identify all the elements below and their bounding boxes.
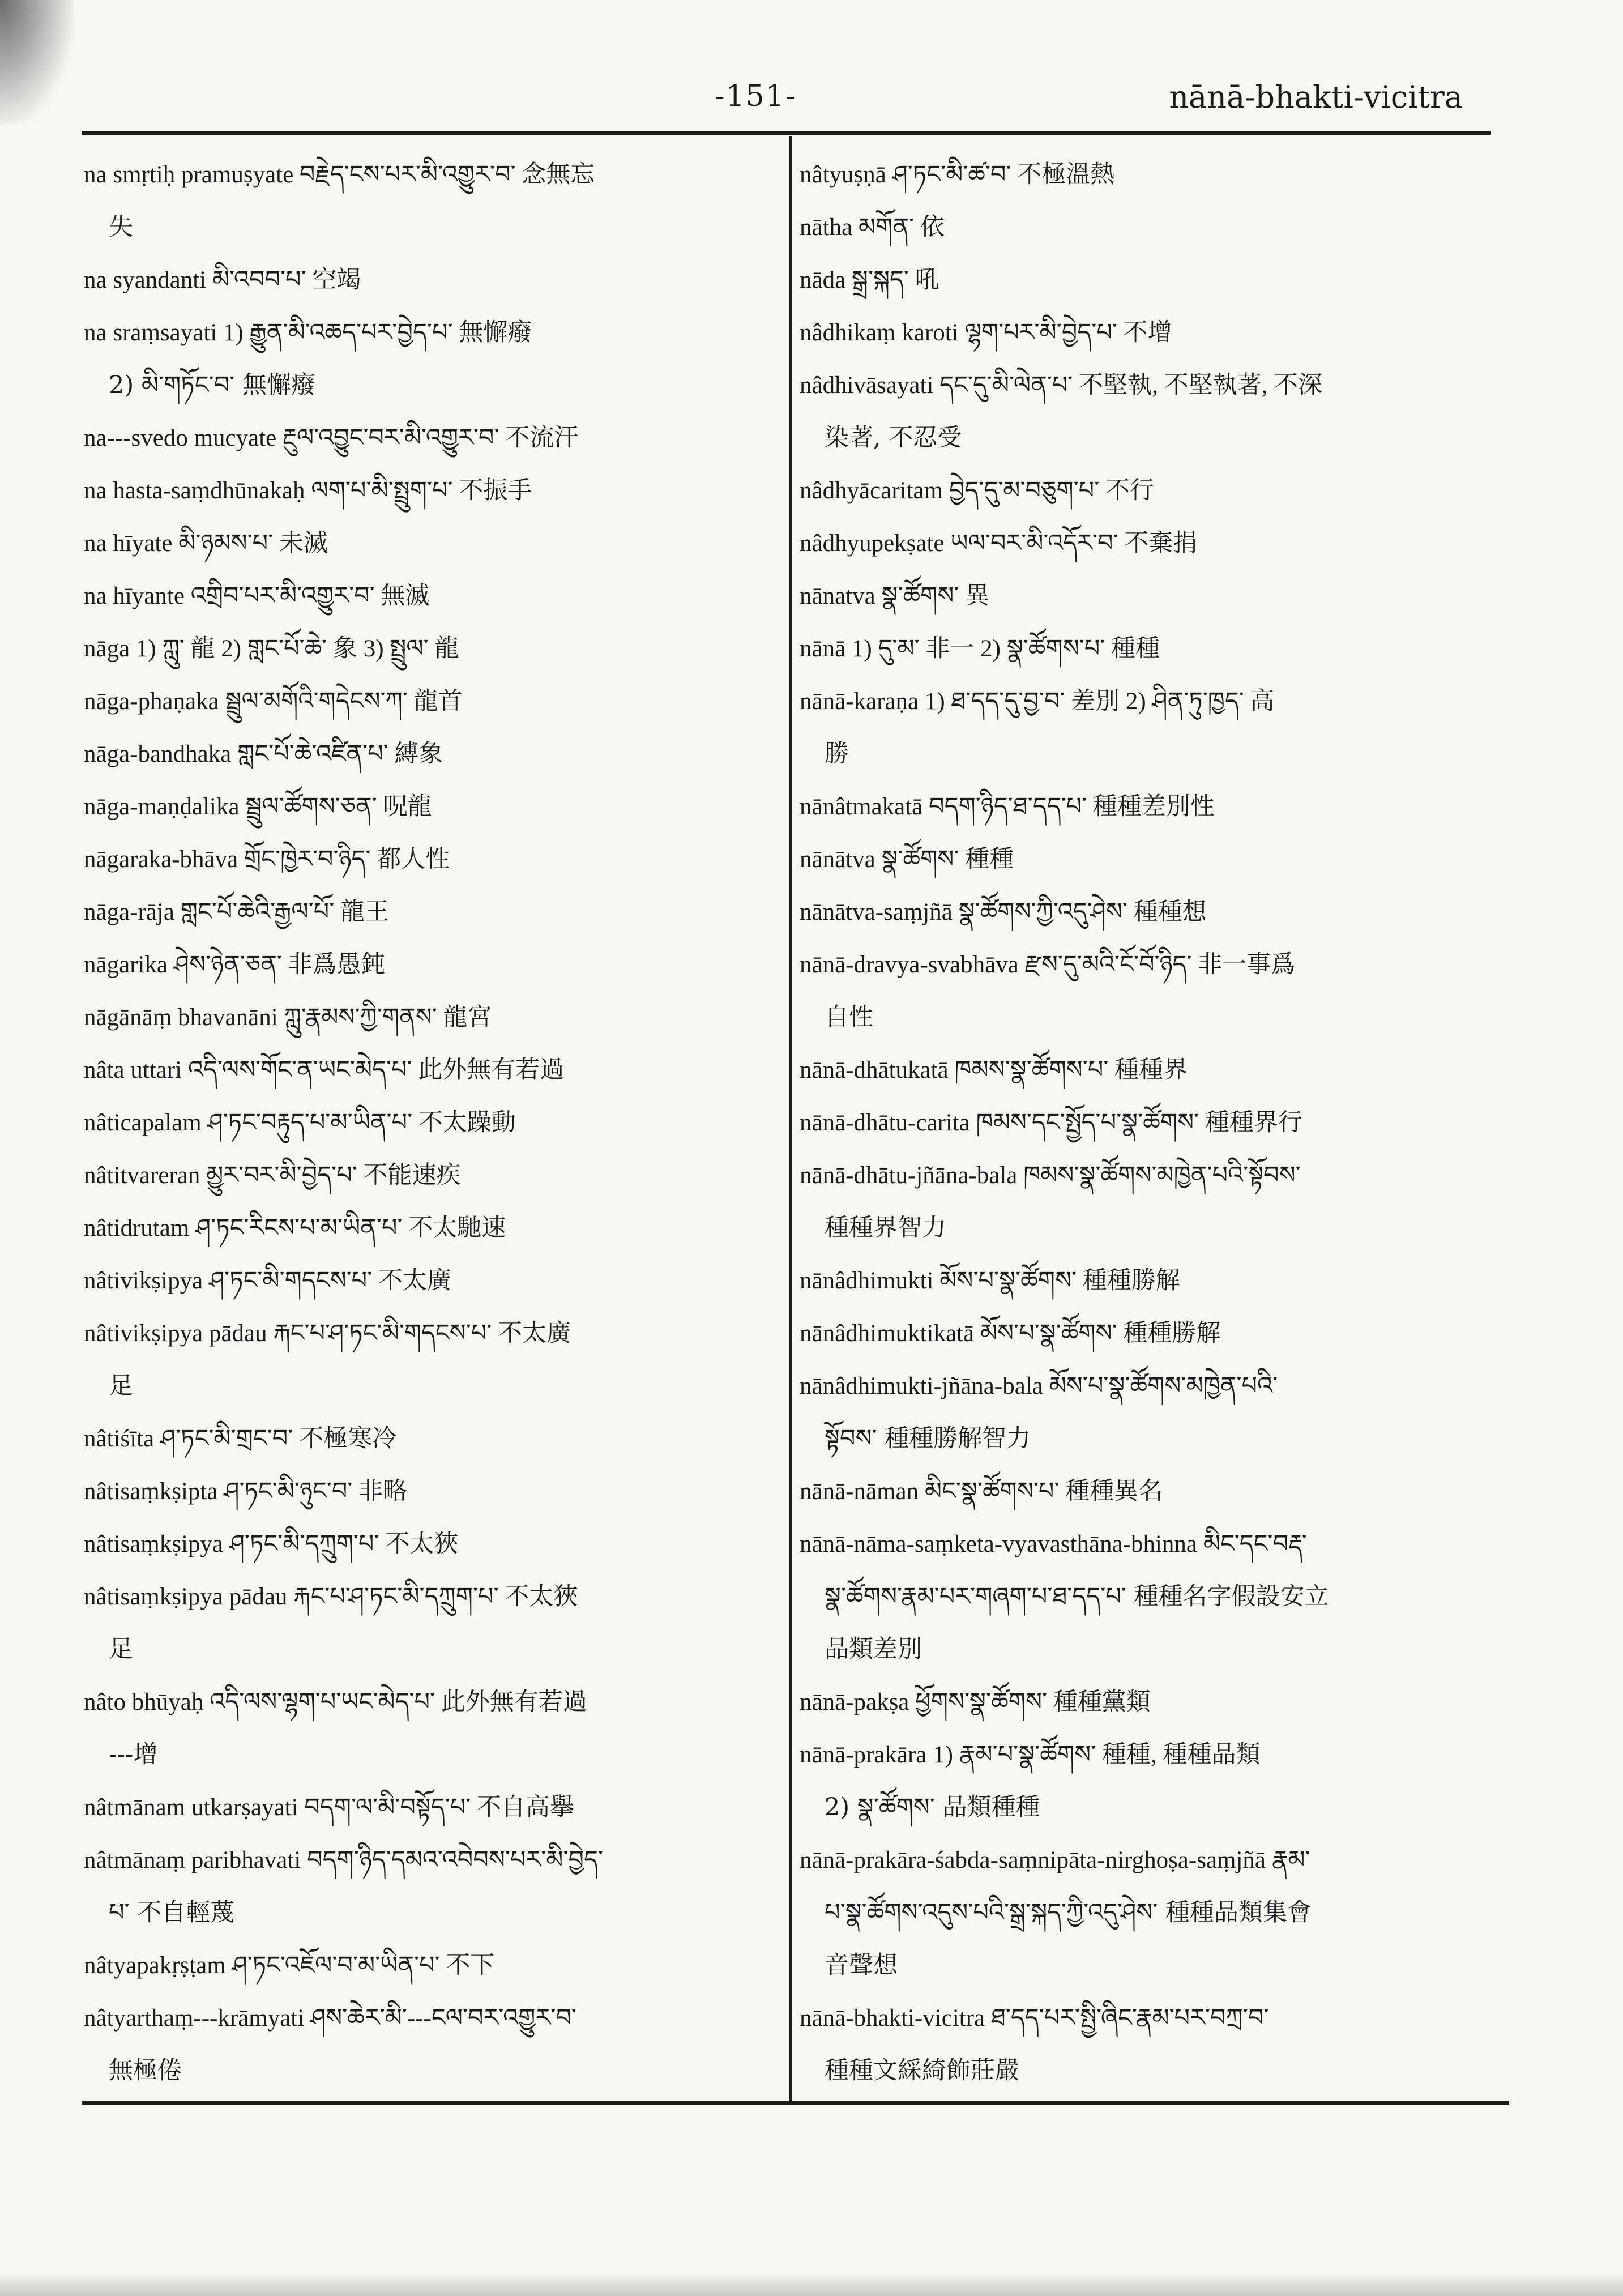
entry-text: nāga-bandhaka གླང་པོ་ཆེ་འཛིན་པ་ 縛象 bbox=[84, 741, 443, 767]
dictionary-entry bbox=[84, 1834, 769, 1939]
dictionary-entry bbox=[800, 780, 1473, 833]
dictionary-entry bbox=[84, 728, 769, 780]
entry-text: nānā-prakāra 1) རྣམ་པ་སྣ་ཚོགས་ 種種, 種種品類 bbox=[800, 1742, 1261, 1768]
dictionary-entry bbox=[800, 359, 1473, 464]
dictionary-entry bbox=[800, 675, 1473, 780]
entry-text: nānā-karaṇa 1) ཐ་དད་དུ་བྱ་བ་ 差別 2) ཤིན་ཏུ་ཁྱད་ 高 bbox=[800, 688, 1275, 715]
entry-text: nâtidrutam ཤ་ཏང་རིངས་པ་མ་ཡིན་པ་ 不太馳速 bbox=[84, 1215, 506, 1241]
entry-text: nâtyuṣṇā ཤ་ཏང་མི་ཚ་བ་ 不極溫熱 bbox=[800, 161, 1115, 188]
entry-text: nāga-phaṇaka སྦྲུལ་མགོའི་གདེངས་ཀ་ 龍首 bbox=[84, 688, 463, 715]
entry-text: nâdhyupekṣate ཡལ་བར་མི་འདོར་བ་ 不棄捐 bbox=[800, 530, 1198, 557]
scan-edge bbox=[0, 2273, 1623, 2296]
dictionary-entry bbox=[84, 622, 769, 675]
entry-text: nâdhyācaritam བྱེད་དུ་མ་བཅུག་པ་ 不行 bbox=[800, 477, 1155, 504]
running-head: nānā-bhakti-vicitra bbox=[1169, 79, 1463, 115]
entry-continuation: 勝 bbox=[825, 740, 849, 768]
dictionary-entry bbox=[800, 1465, 1473, 1518]
entry-continuation: 足 bbox=[109, 1635, 133, 1663]
entry-text: na sraṃsayati 1) རྒྱུན་མི་འཆད་པར་བྱེད་པ་ 無懈癈 bbox=[84, 319, 532, 346]
entry-text: nâtyarthaṃ---krāmyati ཤས་ཆེར་མི་---ངལ་བར་འགྱུར་བ་ bbox=[84, 2005, 576, 2032]
dictionary-entry bbox=[84, 464, 769, 517]
dictionary-entry bbox=[800, 570, 1473, 622]
entry-text: nâtmānaṃ paribhavati བདག་ཉིད་དམའ་འབེབས་པར་མི་བྱེད་ bbox=[84, 1847, 603, 1873]
entry-text: nāga-maṇḍalika སྦྲུལ་ཚོགས་ཅན་ 呪龍 bbox=[84, 793, 432, 820]
bottom-rule bbox=[82, 2101, 1509, 2105]
dictionary-entry bbox=[84, 1518, 769, 1571]
dictionary-entry bbox=[84, 517, 769, 570]
entry-continuation: པ་སྣ་ཚོགས་འདུས་པའི་སྒྲ་སྐད་ཀྱི་འདུ་ཤེས་ 種種品類集會 bbox=[825, 1898, 1312, 1927]
entry-text: nānā-dravya-svabhāva རྫས་དུ་མའི་ངོ་བོ་ཉིད་ 非一事爲 bbox=[800, 951, 1296, 978]
dictionary-entry bbox=[800, 1623, 1473, 1676]
dictionary-entry bbox=[800, 1360, 1473, 1465]
dictionary-entry bbox=[84, 1149, 769, 1202]
entry-text: na hasta-saṃdhūnakaḥ ལག་པ་མི་སྤྲུག་པ་ 不振手 bbox=[84, 477, 532, 504]
entry-text: nāgaraka-bhāva གྲོང་ཁྱེར་བ་ཉིད་ 都人性 bbox=[84, 846, 450, 873]
right-column bbox=[800, 148, 1473, 2097]
entry-text: nānâdhimukti-jñāna-bala མོས་པ་སྣ་ཚོགས་མཁྱེན་པའི་ bbox=[800, 1373, 1278, 1399]
entry-text: nānatva སྣ་ཚོགས་ 異 bbox=[800, 583, 990, 609]
dictionary-entry bbox=[800, 1149, 1473, 1254]
dictionary-entry bbox=[84, 780, 769, 833]
dictionary-entry bbox=[84, 1571, 769, 1676]
entry-continuation: 無極倦 bbox=[109, 2056, 182, 2085]
entry-text: nānātva སྣ་ཚོགས་ 種種 bbox=[800, 846, 1014, 873]
entry-text: nānā-pakṣa ཕྱོགས་སྣ་ཚོགས་ 種種黨類 bbox=[800, 1689, 1151, 1715]
page-number: -151- bbox=[715, 79, 797, 113]
entry-text: nāgarika ཤེས་ཉེན་ཅན་ 非爲愚鈍 bbox=[84, 951, 386, 978]
dictionary-entry bbox=[800, 1044, 1473, 1096]
entry-continuation: ---增 bbox=[109, 1740, 158, 1769]
entry-text: nâtiśīta ཤ་ཏང་མི་གྲང་བ་ 不極寒冷 bbox=[84, 1426, 397, 1452]
entry-continuation: 2) སྣ་ཚོགས་ 品類種種 bbox=[825, 1793, 1040, 1821]
entry-continuation: 自性 bbox=[825, 1003, 873, 1031]
entry-text: nāda སྒྲ་སྐད་ 吼 bbox=[800, 267, 939, 293]
entry-text: nānâtmakatā བདག་ཉིད་ཐ་དད་པ་ 種種差別性 bbox=[800, 793, 1215, 820]
dictionary-entry bbox=[84, 306, 769, 412]
entry-text: nānā-dhātu-carita ཁམས་དང་སྤྱོད་པ་སྣ་ཚོགས་ 種種界行 bbox=[800, 1109, 1302, 1136]
top-rule bbox=[82, 131, 1491, 135]
dictionary-entry bbox=[800, 1834, 1473, 1939]
entry-continuation: 品類差別 bbox=[825, 1635, 922, 1663]
entry-text: nâticapalam ཤ་ཏང་བརྟུད་པ་མ་ཡིན་པ་ 不太躁動 bbox=[84, 1109, 516, 1136]
dictionary-entry bbox=[84, 833, 769, 886]
dictionary-entry bbox=[84, 1781, 769, 1834]
entry-text: nānā 1) དུ་མ་ 非一 2) སྣ་ཚོགས་པ་ 種種 bbox=[800, 635, 1160, 662]
entry-text: nâdhikaṃ karoti ལྷག་པར་མི་བྱེད་པ་ 不增 bbox=[800, 319, 1172, 346]
entry-text: nānâdhimukti མོས་པ་སྣ་ཚོགས་ 種種勝解 bbox=[800, 1268, 1180, 1294]
entry-text: nānā-dhātu-jñāna-bala ཁམས་སྣ་ཚོགས་མཁྱེན་པའི་སྟོབས་ bbox=[800, 1162, 1301, 1189]
dictionary-entry bbox=[800, 1307, 1473, 1360]
dictionary-entry bbox=[800, 1729, 1473, 1834]
dictionary-entry bbox=[84, 991, 769, 1044]
dictionary-entry bbox=[84, 1465, 769, 1518]
entry-text: nāga 1) ཀླུ་ 龍 2) གླང་པོ་ཆེ་ 象 3) སྤྲུལ་ 龍 bbox=[84, 635, 459, 662]
entry-continuation: པ་ 不自輕蔑 bbox=[109, 1898, 235, 1927]
entry-text: nâtyapakṛṣṭam ཤ་ཏང་འཇོལ་བ་མ་ཡིན་པ་ 不下 bbox=[84, 1952, 495, 1979]
dictionary-entry bbox=[84, 1676, 769, 1781]
entry-text: na syandanti མི་འབབ་པ་ 空竭 bbox=[84, 267, 361, 293]
dictionary-entry bbox=[800, 833, 1473, 886]
dictionary-entry bbox=[84, 570, 769, 622]
dictionary-entry bbox=[800, 306, 1473, 359]
dictionary-entry bbox=[84, 1254, 769, 1307]
entry-continuation: 音聲想 bbox=[825, 1951, 898, 1979]
entry-continuation: 染著, 不忍受 bbox=[825, 424, 962, 452]
dictionary-entry bbox=[800, 1676, 1473, 1729]
entry-text: nānātva-saṃjñā སྣ་ཚོགས་ཀྱི་འདུ་ཤེས་ 種種想 bbox=[800, 899, 1207, 925]
dictionary-entry bbox=[84, 1096, 769, 1149]
dictionary-entry bbox=[84, 938, 769, 991]
entry-text: nānā-nāman མིང་སྣ་ཚོགས་པ་ 種種異名 bbox=[800, 1478, 1163, 1505]
dictionary-entry bbox=[800, 201, 1473, 254]
dictionary-entry bbox=[84, 1202, 769, 1254]
entry-continuation: 失 bbox=[109, 213, 133, 241]
dictionary-entry bbox=[800, 148, 1473, 201]
dictionary-entry bbox=[800, 464, 1473, 517]
entry-continuation: 足 bbox=[109, 1372, 133, 1400]
dictionary-entry bbox=[84, 254, 769, 306]
entry-text: nâtivikṣipya ཤ་ཏང་མི་གདངས་པ་ 不太廣 bbox=[84, 1268, 452, 1294]
entry-text: nāgānāṃ bhavanāni ཀླུ་རྣམས་ཀྱི་གནས་ 龍宮 bbox=[84, 1004, 492, 1031]
entry-text: nānā-bhakti-vicitra ཐ་དད་པར་སྤྱི་ཞིང་རྣམ་པར་བཀྲ་བ་ bbox=[800, 2005, 1269, 2032]
entry-text: nâto bhūyaḥ འདི་ལས་ལྷག་པ་ཡང་མེད་པ་ 此外無有若過 bbox=[84, 1689, 587, 1715]
dictionary-entry bbox=[84, 1939, 769, 1992]
entry-continuation: སྟོབས་ 種種勝解智力 bbox=[825, 1424, 1031, 1453]
dictionary-entry bbox=[800, 1254, 1473, 1307]
dictionary-entry bbox=[84, 1307, 769, 1412]
dictionary-entry bbox=[800, 886, 1473, 938]
dictionary-entry bbox=[800, 938, 1473, 1044]
entry-continuation: སྣ་ཚོགས་རྣམ་པར་གཞག་པ་ཐ་དད་པ་ 種種名字假設安立 bbox=[825, 1582, 1329, 1611]
entry-continuation: 種種文綵綺飾莊嚴 bbox=[825, 2056, 1019, 2085]
dictionary-entry bbox=[800, 622, 1473, 675]
dictionary-entry bbox=[84, 1412, 769, 1465]
left-column bbox=[84, 148, 769, 2097]
entry-text: na---svedo mucyate རྔུལ་འབྱུང་བར་མི་འགྱུར་བ་ 不流汗 bbox=[84, 425, 579, 451]
dictionary-entry bbox=[84, 886, 769, 938]
column-divider bbox=[789, 136, 792, 2101]
entry-text: nātha མགོན་ 依 bbox=[800, 214, 945, 241]
entry-text: nānâdhimuktikatā མོས་པ་སྣ་ཚོགས་ 種種勝解 bbox=[800, 1320, 1221, 1347]
dictionary-entry bbox=[800, 517, 1473, 570]
dictionary-entry bbox=[84, 412, 769, 464]
entry-text: nâtisaṃkṣipya pādau རྐང་པ་ཤ་ཏང་མི་དཀྲུག་པ་ 不太狹 bbox=[84, 1584, 578, 1610]
entry-continuation: 種種界智力 bbox=[825, 1214, 946, 1242]
entry-text: nâta uttari འདི་ལས་གོང་ན་ཡང་མེད་པ་ 此外無有若過 bbox=[84, 1057, 565, 1083]
dictionary-entry bbox=[84, 1044, 769, 1096]
entry-text: nâtisaṃkṣipta ཤ་ཏང་མི་ཉུང་བ་ 非略 bbox=[84, 1478, 408, 1505]
dictionary-entry bbox=[800, 1096, 1473, 1149]
entry-text: nâtisaṃkṣipya ཤ་ཏང་མི་དཀྲུག་པ་ 不太狹 bbox=[84, 1531, 459, 1557]
entry-text: nānā-dhātukatā ཁམས་སྣ་ཚོགས་པ་ 種種界 bbox=[800, 1057, 1188, 1083]
dictionary-entry bbox=[84, 148, 769, 254]
scan-shadow bbox=[0, 0, 74, 125]
entry-text: nānā-nāma-saṃketa-vyavasthāna-bhinna མིང་དང་བརྡ་ bbox=[800, 1531, 1307, 1557]
entry-text: nâtmānam utkarṣayati བདག་ལ་མི་བསྟོད་པ་ 不自高擧 bbox=[84, 1794, 575, 1821]
entry-continuation: 2) མི་གཏོང་བ་ 無懈癈 bbox=[109, 371, 315, 399]
dictionary-entry bbox=[800, 1939, 1473, 1992]
dictionary-entry bbox=[800, 1518, 1473, 1623]
entry-text: na hīyate མི་ཉམས་པ་ 未滅 bbox=[84, 530, 328, 557]
entry-text: na hīyante འགྲིབ་པར་མི་འགྱུར་བ་ 無滅 bbox=[84, 583, 430, 609]
dictionary-entry bbox=[800, 254, 1473, 306]
dictionary-entry bbox=[800, 1992, 1473, 2097]
dictionary-entry bbox=[84, 675, 769, 728]
entry-text: nāga-rāja གླང་པོ་ཆེའི་རྒྱལ་པོ་ 龍王 bbox=[84, 899, 389, 925]
entry-text: na smṛtiḥ pramuṣyate བརྗེད་ངས་པར་མི་འགྱུར་བ་ 念無忘 bbox=[84, 161, 595, 188]
entry-text: nâdhivāsayati དང་དུ་མི་ལེན་པ་ 不堅執, 不堅執著, 不深 bbox=[800, 372, 1323, 399]
entry-text: nâtitvareran མྱུར་བར་མི་བྱེད་པ་ 不能速疾 bbox=[84, 1162, 461, 1189]
dictionary-entry bbox=[84, 1992, 769, 2097]
entry-text: nâtivikṣipya pādau རྐང་པ་ཤ་ཏང་མི་གདངས་པ་ 不太廣 bbox=[84, 1320, 571, 1347]
entry-text: nānā-prakāra-śabda-saṃnipāta-nirghoṣa-saṃjñā རྣམ་ bbox=[800, 1847, 1310, 1873]
